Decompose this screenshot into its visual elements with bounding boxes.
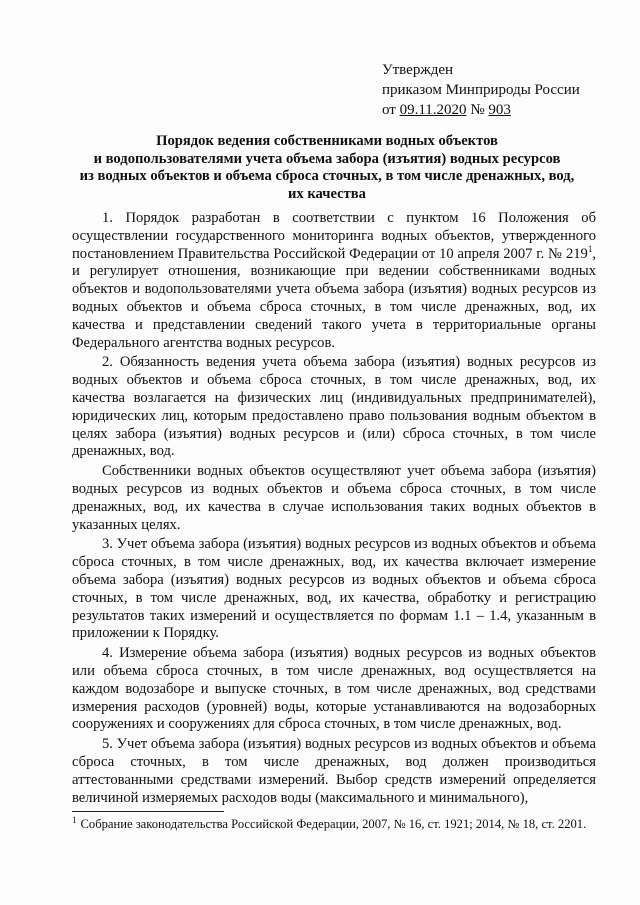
title-line-2: и водопользователями учета объема забора (изъятия) водных ресурсов — [93, 150, 561, 167]
paragraph-1-end: , и регулирует отношения, возникающие при ведении собственниками водных объектов и водопользователями учета объема забора (изъятия) водных ресурсов из водных объектов и объема сброса сточных, в том числе дренажных, вод, их качества и представлении сведений такого учета в территориальные органы Федерального агентства водных ресурсов. — [72, 245, 596, 351]
footnote — [72, 816, 596, 832]
approval-block — [382, 60, 612, 120]
footnote-text: Собрание законодательства Российской Федерации, 2007, № 16, ст. 1921; 2014, № 18, ст. 2201. — [80, 817, 587, 831]
document-body — [72, 210, 596, 809]
footnote-mark: 1 — [72, 814, 77, 825]
paragraph-2: 2. Обязанность ведения учета объема забора (изъятия) водных ресурсов из водных объектов и объема сброса сточных, в том числе дренажных, вод, их качества возлагается на физических лиц (индивидуальных предпринимателей), юридических лиц, которым предоставлено право пользования водным объектом в целях забора (изъятия) водных ресурсов и (или) сброса сточных, в том числе дренажных, вод. — [72, 354, 596, 460]
approval-number-sign: № — [466, 102, 489, 118]
approval-line-approved: Утвержден — [382, 62, 454, 78]
title-line-4: их качества — [288, 185, 366, 202]
paragraph-4: 3. Учет объема забора (изъятия) водных ресурсов из водных объектов и объема сброса сточных, в том числе дренажных, вод, их качества включает измерение объема забора (изъятия) водных ресурсов из водных объектов и объема сброса сточных, в том числе дренажных, вод, их качества, обработку и регистрацию результатов таких измерений и осуществляется по формам 1.1 – 1.4, указанным в приложении к Порядку. — [72, 536, 596, 642]
footnote-divider — [72, 811, 224, 812]
paragraph-6: 5. Учет объема забора (изъятия) водных ресурсов из водных объектов и объема сброса сточных, в том числе дренажных, вод должен производиться аттестованными средствами измерений. Выбор средств измерений определяется величиной измеряемых расходов воды (максимального и минимального), — [72, 736, 596, 806]
approval-line-order: приказом Минприроды России — [382, 82, 580, 98]
approval-number: 903 — [488, 102, 511, 118]
document-title — [62, 133, 592, 203]
approval-date-prefix: от — [382, 102, 400, 118]
paragraph-1 — [72, 210, 596, 352]
footnote-reference: 1 — [587, 243, 593, 254]
title-line-3: из водных объектов и объема сброса сточных, в том числе дренажных, вод, — [79, 168, 575, 184]
title-line-1: Порядок ведения собственниками водных объектов — [156, 133, 498, 149]
approval-date: 09.11.2020 — [399, 102, 467, 118]
paragraph-3: Собственники водных объектов осуществляют учет объема забора (изъятия) водных ресурсов из водных объектов и объема сброса сточных, в том числе дренажных, вод, их качества в случае использования таких водных объектов в указанных целях. — [72, 463, 596, 533]
paragraph-1-start: 1. Порядок разработан в соответствии с пунктом 16 Положения об осуществлении государственного мониторинга водных объектов, утвержденного постановлением Правительства Российской Федерации от 10 апреля 2007 г. № 219 — [72, 210, 596, 262]
paragraph-5: 4. Измерение объема забора (изъятия) водных ресурсов из водных объектов или объема сброса сточных, в том числе дренажных, вод осуществляется на каждом водозаборе и выпуске сточных, в том числе дренажных, вод средствами измерения расходов (уровней) воды, которые устанавливаются на водозаборных сооружениях и сооружениях для сброса сточных, в том числе дренажных, вод. — [72, 645, 596, 733]
approval-line-date-number — [382, 100, 612, 120]
